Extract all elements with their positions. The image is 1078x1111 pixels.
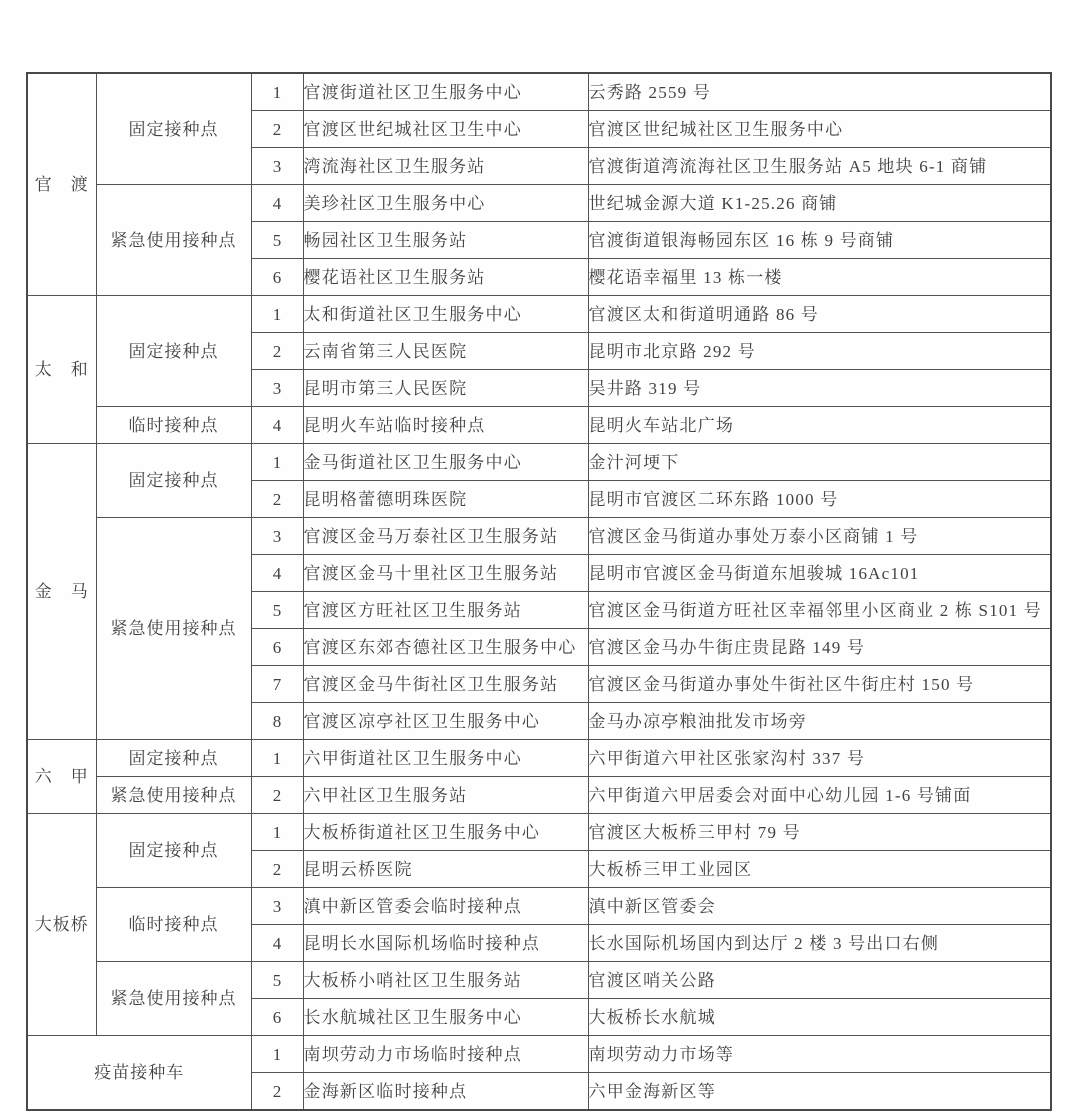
site-name-cell: 昆明市第三人民医院 [303, 370, 588, 407]
row-number-cell: 5 [251, 222, 303, 259]
site-name-cell: 官渡区方旺社区卫生服务站 [303, 592, 588, 629]
row-number-cell: 8 [251, 703, 303, 740]
table-row [27, 814, 1051, 851]
site-name-cell: 大板桥小哨社区卫生服务站 [303, 962, 588, 999]
site-address-cell: 金马办凉亭粮油批发市场旁 [588, 703, 1051, 740]
row-number-cell: 3 [251, 888, 303, 925]
site-type-cell: 临时接种点 [96, 407, 251, 444]
site-address-cell: 官渡区金马街道办事处牛街社区牛街庄村 150 号 [588, 666, 1051, 703]
site-type-cell: 紧急使用接种点 [96, 185, 251, 296]
site-name-cell: 金马街道社区卫生服务中心 [303, 444, 588, 481]
site-address-cell: 昆明市官渡区二环东路 1000 号 [588, 481, 1051, 518]
site-name-cell: 昆明格蕾德明珠医院 [303, 481, 588, 518]
row-number-cell: 1 [251, 740, 303, 777]
site-address-cell: 官渡区金马街道办事处万泰小区商铺 1 号 [588, 518, 1051, 555]
site-name-cell: 官渡区金马十里社区卫生服务站 [303, 555, 588, 592]
site-name-cell: 南坝劳动力市场临时接种点 [303, 1036, 588, 1073]
site-address-cell: 官渡街道银海畅园东区 16 栋 9 号商铺 [588, 222, 1051, 259]
table-row [27, 962, 1051, 999]
table-row [27, 740, 1051, 777]
table-row [27, 407, 1051, 444]
row-number-cell: 6 [251, 999, 303, 1036]
district-cell: 官 渡 [27, 73, 96, 296]
table-row [27, 777, 1051, 814]
site-name-cell: 昆明长水国际机场临时接种点 [303, 925, 588, 962]
site-name-cell: 六甲街道社区卫生服务中心 [303, 740, 588, 777]
row-number-cell: 2 [251, 111, 303, 148]
site-address-cell: 吴井路 319 号 [588, 370, 1051, 407]
site-name-cell: 畅园社区卫生服务站 [303, 222, 588, 259]
site-name-cell: 云南省第三人民医院 [303, 333, 588, 370]
row-number-cell: 1 [251, 814, 303, 851]
site-address-cell: 云秀路 2559 号 [588, 73, 1051, 111]
row-number-cell: 7 [251, 666, 303, 703]
site-name-cell: 官渡区金马牛街社区卫生服务站 [303, 666, 588, 703]
table-row [27, 73, 1051, 111]
site-name-cell: 官渡区东郊杏德社区卫生服务中心 [303, 629, 588, 666]
table-row [27, 296, 1051, 333]
site-address-cell: 官渡区大板桥三甲村 79 号 [588, 814, 1051, 851]
row-number-cell: 2 [251, 481, 303, 518]
site-type-cell: 固定接种点 [96, 73, 251, 185]
site-address-cell: 官渡区金马办牛街庄贵昆路 149 号 [588, 629, 1051, 666]
district-cell: 金 马 [27, 444, 96, 740]
site-name-cell: 金海新区临时接种点 [303, 1073, 588, 1111]
site-address-cell: 六甲街道六甲居委会对面中心幼儿园 1-6 号铺面 [588, 777, 1051, 814]
site-type-cell: 固定接种点 [96, 296, 251, 407]
vaccination-sites-table [26, 72, 1052, 1111]
row-number-cell: 4 [251, 407, 303, 444]
row-number-cell: 6 [251, 259, 303, 296]
site-name-cell: 昆明火车站临时接种点 [303, 407, 588, 444]
site-address-cell: 官渡区世纪城社区卫生服务中心 [588, 111, 1051, 148]
site-name-cell: 大板桥街道社区卫生服务中心 [303, 814, 588, 851]
site-name-cell: 官渡区凉亭社区卫生服务中心 [303, 703, 588, 740]
row-number-cell: 4 [251, 555, 303, 592]
site-address-cell: 昆明市北京路 292 号 [588, 333, 1051, 370]
row-number-cell: 1 [251, 296, 303, 333]
site-name-cell: 官渡区金马万泰社区卫生服务站 [303, 518, 588, 555]
site-address-cell: 官渡区金马街道方旺社区幸福邻里小区商业 2 栋 S101 号 [588, 592, 1051, 629]
site-name-cell: 滇中新区管委会临时接种点 [303, 888, 588, 925]
site-name-cell: 六甲社区卫生服务站 [303, 777, 588, 814]
row-number-cell: 4 [251, 925, 303, 962]
row-number-cell: 2 [251, 851, 303, 888]
row-number-cell: 3 [251, 370, 303, 407]
site-address-cell: 六甲街道六甲社区张家沟村 337 号 [588, 740, 1051, 777]
site-address-cell: 官渡街道湾流海社区卫生服务站 A5 地块 6-1 商铺 [588, 148, 1051, 185]
site-type-cell: 固定接种点 [96, 444, 251, 518]
row-number-cell: 1 [251, 444, 303, 481]
row-number-cell: 5 [251, 962, 303, 999]
row-number-cell: 6 [251, 629, 303, 666]
table-row [27, 444, 1051, 481]
row-number-cell: 5 [251, 592, 303, 629]
site-address-cell: 大板桥三甲工业园区 [588, 851, 1051, 888]
site-address-cell: 昆明火车站北广场 [588, 407, 1051, 444]
row-number-cell: 2 [251, 1073, 303, 1111]
site-address-cell: 樱花语幸福里 13 栋一楼 [588, 259, 1051, 296]
site-name-cell: 官渡区世纪城社区卫生中心 [303, 111, 588, 148]
site-address-cell: 南坝劳动力市场等 [588, 1036, 1051, 1073]
site-name-cell: 太和街道社区卫生服务中心 [303, 296, 588, 333]
site-name-cell: 湾流海社区卫生服务站 [303, 148, 588, 185]
site-address-cell: 长水国际机场国内到达厅 2 楼 3 号出口右侧 [588, 925, 1051, 962]
row-number-cell: 1 [251, 73, 303, 111]
site-type-cell: 紧急使用接种点 [96, 518, 251, 740]
row-number-cell: 2 [251, 777, 303, 814]
site-address-cell: 官渡区哨关公路 [588, 962, 1051, 999]
table-row [27, 518, 1051, 555]
district-cell: 疫苗接种车 [27, 1036, 251, 1111]
site-type-cell: 固定接种点 [96, 740, 251, 777]
site-name-cell: 昆明云桥医院 [303, 851, 588, 888]
district-cell: 太 和 [27, 296, 96, 444]
site-name-cell: 官渡街道社区卫生服务中心 [303, 73, 588, 111]
site-name-cell: 樱花语社区卫生服务站 [303, 259, 588, 296]
site-address-cell: 世纪城金源大道 K1-25.26 商铺 [588, 185, 1051, 222]
row-number-cell: 2 [251, 333, 303, 370]
district-cell: 大板桥 [27, 814, 96, 1036]
site-type-cell: 临时接种点 [96, 888, 251, 962]
table-row [27, 185, 1051, 222]
site-type-cell: 固定接种点 [96, 814, 251, 888]
site-name-cell: 长水航城社区卫生服务中心 [303, 999, 588, 1036]
row-number-cell: 3 [251, 518, 303, 555]
site-address-cell: 大板桥长水航城 [588, 999, 1051, 1036]
site-address-cell: 昆明市官渡区金马街道东旭骏城 16Ac101 [588, 555, 1051, 592]
table-row [27, 1036, 1051, 1073]
row-number-cell: 4 [251, 185, 303, 222]
row-number-cell: 1 [251, 1036, 303, 1073]
site-address-cell: 官渡区太和街道明通路 86 号 [588, 296, 1051, 333]
row-number-cell: 3 [251, 148, 303, 185]
site-type-cell: 紧急使用接种点 [96, 777, 251, 814]
site-type-cell: 紧急使用接种点 [96, 962, 251, 1036]
site-address-cell: 金汁河埂下 [588, 444, 1051, 481]
site-address-cell: 六甲金海新区等 [588, 1073, 1051, 1111]
vaccination-sites-table-body [27, 73, 1051, 1110]
district-cell: 六 甲 [27, 740, 96, 814]
site-address-cell: 滇中新区管委会 [588, 888, 1051, 925]
site-name-cell: 美珍社区卫生服务中心 [303, 185, 588, 222]
table-row [27, 888, 1051, 925]
